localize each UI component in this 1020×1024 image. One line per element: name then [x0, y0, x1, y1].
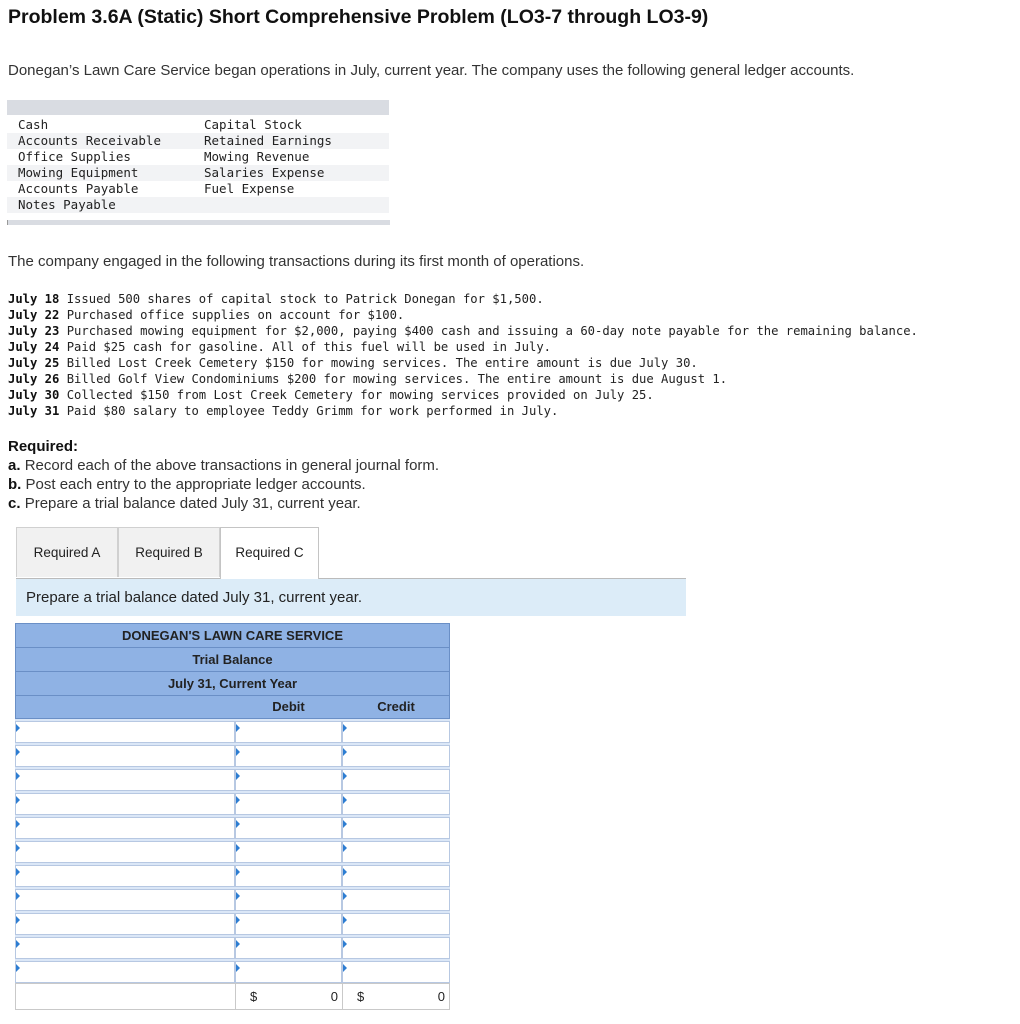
- account-name: Notes Payable: [18, 197, 116, 212]
- trial-balance-row: [15, 743, 450, 767]
- transaction-row: [8, 323, 918, 339]
- transaction-date: July 23: [8, 324, 60, 338]
- tab-required-c[interactable]: Required C: [220, 527, 319, 579]
- dropdown-marker-icon: [343, 820, 347, 828]
- trial-balance-company: DONEGAN'S LAWN CARE SERVICE: [15, 623, 450, 647]
- debit-input[interactable]: [235, 841, 342, 863]
- required-item-letter: b.: [8, 476, 22, 493]
- trial-balance-row: [15, 959, 450, 983]
- account-name: Fuel Expense: [204, 181, 295, 196]
- account-title-input[interactable]: [15, 721, 235, 743]
- account-row: [7, 197, 389, 213]
- account-name: Mowing Revenue: [204, 149, 310, 164]
- transaction-row: [8, 291, 918, 307]
- account-title-input[interactable]: [15, 817, 235, 839]
- transaction-row: [8, 403, 918, 419]
- account-title-input[interactable]: [15, 841, 235, 863]
- required-heading: Required:: [8, 438, 79, 455]
- trial-balance-row: [15, 767, 450, 791]
- required-item-text: Prepare a trial balance dated July 31, current year.: [24, 495, 361, 512]
- credit-input[interactable]: [342, 721, 450, 743]
- trial-balance-row: [15, 887, 450, 911]
- dropdown-marker-icon: [16, 844, 20, 852]
- account-name: Office Supplies: [18, 149, 131, 164]
- dropdown-marker-icon: [16, 796, 20, 804]
- credit-input[interactable]: [342, 769, 450, 791]
- dropdown-marker-icon: [343, 964, 347, 972]
- transactions-list: [8, 291, 918, 419]
- trial-balance-total-row: [15, 983, 450, 1010]
- debit-input[interactable]: [235, 793, 342, 815]
- dropdown-marker-icon: [236, 748, 240, 756]
- transaction-text: Issued 500 shares of capital stock to Patrick Donegan for $1,500.: [66, 292, 544, 306]
- debit-input[interactable]: [235, 769, 342, 791]
- account-name: Retained Earnings: [204, 133, 332, 148]
- dropdown-marker-icon: [236, 916, 240, 924]
- account-name: Cash: [18, 117, 49, 132]
- dropdown-marker-icon: [343, 844, 347, 852]
- accounts-table-footer-bar: [7, 220, 390, 225]
- transaction-text: Collected $150 from Lost Creek Cemetery for mowing services provided on July 25.: [66, 388, 654, 402]
- account-title-input[interactable]: [15, 865, 235, 887]
- transaction-date: July 18: [8, 292, 60, 306]
- transactions-intro: The company engaged in the following transactions during its first month of operations.: [8, 253, 585, 270]
- credit-input[interactable]: [342, 841, 450, 863]
- total-debit-value: 0: [330, 989, 338, 1004]
- tab-required-a[interactable]: Required A: [16, 527, 118, 577]
- transaction-date: July 26: [8, 372, 60, 386]
- required-item-c: [8, 495, 361, 512]
- transaction-row: [8, 307, 918, 323]
- account-title-input[interactable]: [15, 961, 235, 983]
- credit-input[interactable]: [342, 913, 450, 935]
- debit-input[interactable]: [235, 889, 342, 911]
- trial-balance-row: [15, 911, 450, 935]
- dropdown-marker-icon: [343, 916, 347, 924]
- dropdown-marker-icon: [343, 724, 347, 732]
- total-credit-value: 0: [437, 989, 445, 1004]
- tab-required-b[interactable]: Required B: [118, 527, 220, 577]
- required-item-text: Record each of the above transactions in general journal form.: [24, 457, 440, 474]
- dropdown-marker-icon: [236, 844, 240, 852]
- account-name: Accounts Payable: [18, 181, 139, 196]
- account-title-input[interactable]: [15, 937, 235, 959]
- credit-input[interactable]: [342, 865, 450, 887]
- total-credit-dollar-sign: $: [357, 989, 365, 1004]
- credit-column-header: Credit: [377, 699, 415, 714]
- trial-balance-table: [15, 623, 450, 1010]
- debit-column-header: Debit: [272, 699, 305, 714]
- account-row: [7, 133, 389, 149]
- dropdown-marker-icon: [236, 796, 240, 804]
- dropdown-marker-icon: [343, 796, 347, 804]
- trial-balance-row: [15, 935, 450, 959]
- trial-balance-row: [15, 791, 450, 815]
- accounts-table-header-bar: [7, 100, 389, 115]
- trial-balance-date: July 31, Current Year: [15, 671, 450, 695]
- dropdown-marker-icon: [236, 820, 240, 828]
- account-title-input[interactable]: [15, 769, 235, 791]
- account-row: [7, 181, 389, 197]
- transaction-date: July 31: [8, 404, 60, 418]
- transaction-row: [8, 387, 918, 403]
- dropdown-marker-icon: [16, 748, 20, 756]
- debit-input[interactable]: [235, 721, 342, 743]
- dropdown-marker-icon: [343, 892, 347, 900]
- dropdown-marker-icon: [343, 772, 347, 780]
- transaction-row: [8, 355, 918, 371]
- account-name: Capital Stock: [204, 117, 302, 132]
- account-row: [7, 165, 389, 181]
- trial-balance-statement: Trial Balance: [15, 647, 450, 671]
- accounts-table: [7, 100, 389, 227]
- required-item-text: Post each entry to the appropriate ledger accounts.: [25, 476, 366, 493]
- debit-input[interactable]: [235, 961, 342, 983]
- dropdown-marker-icon: [343, 868, 347, 876]
- transaction-date: July 30: [8, 388, 60, 402]
- dropdown-marker-icon: [343, 940, 347, 948]
- account-row: [7, 149, 389, 165]
- account-title-input[interactable]: [15, 913, 235, 935]
- trial-balance-row: [15, 839, 450, 863]
- required-item-letter: c.: [8, 495, 21, 512]
- transaction-date: July 25: [8, 356, 60, 370]
- dropdown-marker-icon: [16, 964, 20, 972]
- dropdown-marker-icon: [236, 868, 240, 876]
- dropdown-marker-icon: [16, 892, 20, 900]
- dropdown-marker-icon: [343, 748, 347, 756]
- credit-input[interactable]: [342, 961, 450, 983]
- dropdown-marker-icon: [236, 892, 240, 900]
- account-name: Mowing Equipment: [18, 165, 139, 180]
- transaction-text: Paid $80 salary to employee Teddy Grimm for work performed in July.: [66, 404, 559, 418]
- account-title-input[interactable]: [15, 745, 235, 767]
- required-item-a: [8, 457, 439, 474]
- dropdown-marker-icon: [16, 772, 20, 780]
- trial-balance-column-headers: [15, 695, 450, 719]
- debit-input[interactable]: [235, 817, 342, 839]
- transaction-text: Purchased mowing equipment for $2,000, paying $400 cash and issuing a 60-day note payable for the remaining balance.: [66, 324, 918, 338]
- debit-input[interactable]: [235, 913, 342, 935]
- dropdown-marker-icon: [16, 916, 20, 924]
- transaction-row: [8, 339, 918, 355]
- instruction-banner: Prepare a trial balance dated July 31, current year.: [16, 579, 686, 616]
- credit-input[interactable]: [342, 817, 450, 839]
- trial-balance-row: [15, 719, 450, 743]
- intro-text: Donegan’s Lawn Care Service began operations in July, current year. The company uses the following general ledger accounts.: [8, 62, 855, 79]
- dropdown-marker-icon: [236, 940, 240, 948]
- dropdown-marker-icon: [236, 724, 240, 732]
- credit-input[interactable]: [342, 889, 450, 911]
- account-name: Accounts Receivable: [18, 133, 161, 148]
- debit-input[interactable]: [235, 865, 342, 887]
- transaction-row: [8, 371, 918, 387]
- dropdown-marker-icon: [236, 964, 240, 972]
- required-item-b: [8, 476, 366, 493]
- page-title: Problem 3.6A (Static) Short Comprehensive Problem (LO3-7 through LO3-9): [8, 6, 709, 28]
- trial-balance-row: [15, 815, 450, 839]
- credit-input[interactable]: [342, 745, 450, 767]
- account-row: [7, 117, 389, 133]
- required-item-letter: a.: [8, 457, 21, 474]
- credit-input[interactable]: [342, 793, 450, 815]
- account-title-input[interactable]: [15, 889, 235, 911]
- transaction-text: Billed Golf View Condominiums $200 for mowing services. The entire amount is due August 1.: [66, 372, 728, 386]
- total-debit-dollar-sign: $: [250, 989, 258, 1004]
- debit-input[interactable]: [235, 937, 342, 959]
- dropdown-marker-icon: [236, 772, 240, 780]
- transaction-text: Billed Lost Creek Cemetery $150 for mowing services. The entire amount is due July 30.: [66, 356, 698, 370]
- dropdown-marker-icon: [16, 940, 20, 948]
- trial-balance-row: [15, 863, 450, 887]
- transaction-date: July 22: [8, 308, 60, 322]
- transaction-text: Purchased office supplies on account for $100.: [66, 308, 405, 322]
- required-tabs: [16, 527, 686, 579]
- account-name: Salaries Expense: [204, 165, 325, 180]
- dropdown-marker-icon: [16, 868, 20, 876]
- transaction-text: Paid $25 cash for gasoline. All of this fuel will be used in July.: [66, 340, 551, 354]
- debit-input[interactable]: [235, 745, 342, 767]
- dropdown-marker-icon: [16, 820, 20, 828]
- transaction-date: July 24: [8, 340, 60, 354]
- credit-input[interactable]: [342, 937, 450, 959]
- account-title-input[interactable]: [15, 793, 235, 815]
- dropdown-marker-icon: [16, 724, 20, 732]
